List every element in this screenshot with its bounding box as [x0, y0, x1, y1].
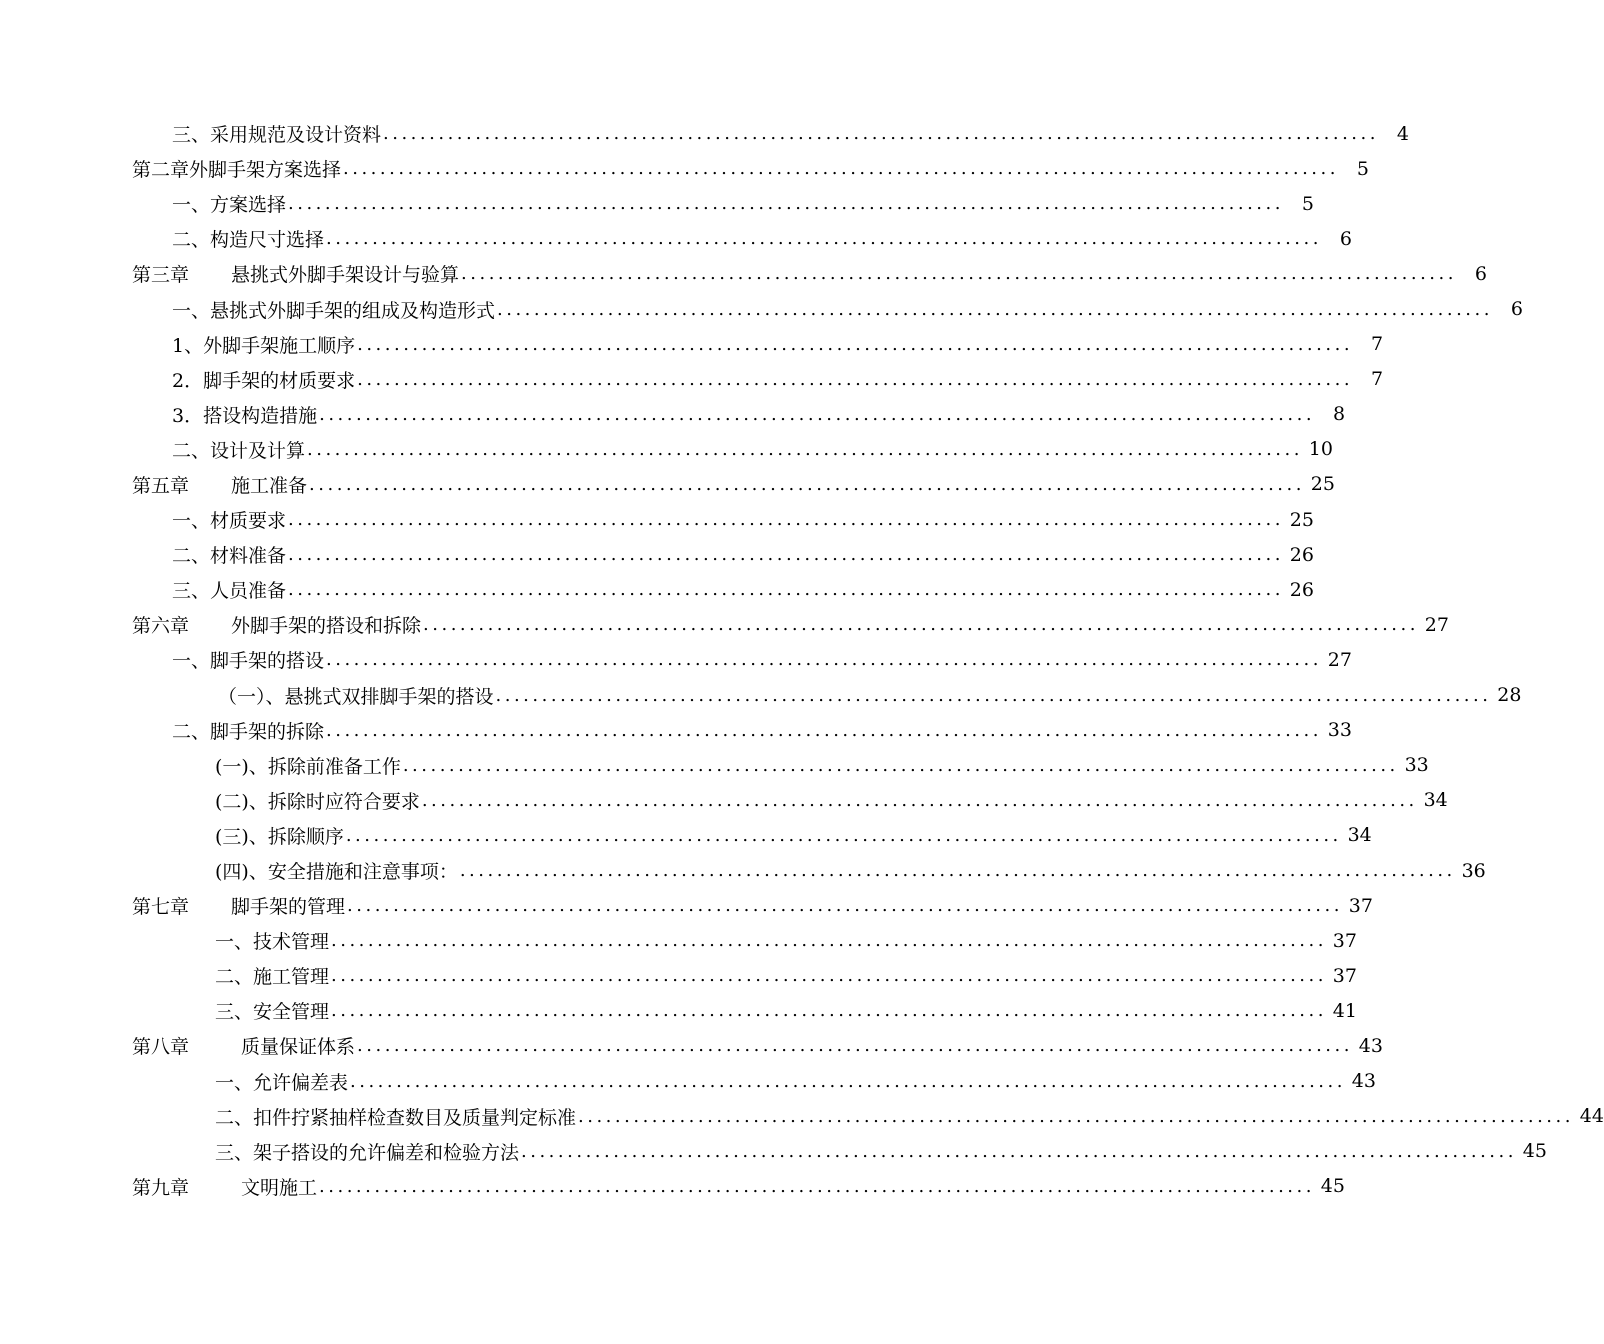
toc-leader-dots: ............................................................................................................: [326, 649, 1322, 671]
toc-page-number: 27: [1424, 613, 1449, 636]
toc-entry[interactable]: [0, 362, 1384, 397]
toc-page-number: 7: [1370, 368, 1384, 391]
toc-entry[interactable]: [0, 1064, 1376, 1099]
toc-leader-dots: ............................................................................................................: [331, 930, 1327, 952]
toc-chapter-title: 脚手架的管理: [231, 896, 346, 919]
toc-leader-dots: ............................................................................................................: [357, 368, 1354, 390]
toc-entry-label: 一、脚手架的搭设: [172, 650, 325, 673]
toc-page-number: 10: [1308, 438, 1333, 461]
toc-subsection-entry[interactable]: [0, 783, 1448, 818]
toc-page-number: 44: [1579, 1105, 1604, 1128]
toc-entry-label: 一、允许偏差表: [215, 1071, 349, 1094]
toc-entry-label: 2．脚手架的材质要求: [172, 369, 356, 392]
toc-page-number: 33: [1327, 719, 1352, 742]
toc-chapter-entry[interactable]: [0, 1169, 1345, 1204]
toc-entry[interactable]: [0, 221, 1352, 256]
toc-leader-dots: ............................................................................................................: [288, 579, 1284, 601]
toc-entry[interactable]: [0, 397, 1346, 432]
toc-subsection-entry[interactable]: [0, 748, 1429, 783]
toc-entry-label: 1、外脚手架施工顺序: [172, 334, 356, 357]
toc-chapter-entry[interactable]: [0, 256, 1487, 291]
toc-page-number: 7: [1370, 333, 1384, 356]
toc-leader-dots: ............................................................................................................: [307, 438, 1303, 460]
toc-page-number: 6: [1339, 227, 1352, 250]
toc-entry-label: 二、设计及计算: [172, 439, 306, 462]
toc-page-number: 25: [1310, 473, 1335, 496]
toc-entry[interactable]: [0, 923, 1357, 958]
toc-leader-dots: ............................................................................................................: [495, 684, 1492, 706]
toc-leader-dots: ............................................................................................................: [345, 824, 1342, 846]
toc-chapter-entry[interactable]: [0, 888, 1373, 923]
toc-leader-dots: ............................................................................................................: [461, 263, 1457, 285]
toc-leader-dots: ............................................................................................................: [331, 965, 1327, 987]
toc-leader-dots: ............................................................................................................: [331, 1000, 1327, 1022]
toc-entry-label: 三、采用规范及设计资料: [172, 124, 382, 147]
toc-leader-dots: ............................................................................................................: [357, 333, 1354, 355]
toc-chapter-title: 外脚手架的搭设和拆除: [231, 615, 422, 638]
toc-page-number: 26: [1289, 543, 1314, 566]
toc-entry-label: 二、材料准备: [172, 545, 287, 568]
toc-page-number: 28: [1497, 684, 1522, 707]
toc-chapter-entry[interactable]: [0, 467, 1335, 502]
toc-entry[interactable]: [0, 327, 1384, 362]
toc-leader-dots: ............................................................................................................: [383, 123, 1379, 145]
toc-page-number: 4: [1396, 122, 1409, 145]
toc-subsection-entry[interactable]: [0, 853, 1486, 888]
toc-chapter-entry[interactable]: [0, 151, 1369, 186]
toc-chapter-number: 第三章: [132, 264, 190, 287]
toc-entry[interactable]: [0, 116, 1409, 151]
toc-entry[interactable]: [0, 642, 1352, 677]
toc-entry-label: 二、构造尺寸选择: [172, 229, 325, 252]
toc-entry-label: (一)、拆除前准备工作: [215, 755, 401, 778]
toc-entry-label: 3．搭设构造措施: [172, 404, 318, 427]
toc-page-number: 27: [1327, 648, 1352, 671]
toc-entry-label: (四)、安全措施和注意事项：: [215, 861, 458, 884]
toc-entry-label: 第二章外脚手架方案选择: [132, 159, 342, 182]
toc-entry-label: 二、脚手架的拆除: [172, 720, 325, 743]
toc-page-number: 41: [1332, 999, 1357, 1022]
toc-leader-dots: ............................................................................................................: [423, 614, 1419, 636]
toc-leader-dots: ............................................................................................................: [326, 719, 1322, 741]
toc-page-number: 34: [1347, 824, 1372, 847]
toc-chapter-title: 质量保证体系: [241, 1036, 356, 1059]
toc-entry[interactable]: [0, 186, 1314, 221]
toc-chapter-title: 文明施工: [241, 1176, 318, 1199]
toc-page-number: 6: [1474, 262, 1487, 285]
toc-entry-label: 二、扣件拧紧抽样检查数目及质量判定标准: [215, 1106, 577, 1129]
toc-chapter-number: 第六章: [132, 615, 190, 638]
toc-page-number: 6: [1510, 298, 1523, 321]
toc-page-number: 45: [1320, 1175, 1345, 1198]
toc-leader-dots: ............................................................................................................: [421, 789, 1418, 811]
toc-entry[interactable]: [0, 502, 1314, 537]
toc-entry-label: （一）、悬挑式双排脚手架的搭设: [218, 685, 494, 708]
toc-leader-dots: ............................................................................................................: [347, 895, 1343, 917]
toc-chapter-number: 第九章: [132, 1176, 190, 1199]
toc-entry[interactable]: [0, 572, 1314, 607]
toc-entry-label: 三、架子搭设的允许偏差和检验方法: [215, 1141, 520, 1164]
toc-subsection-entry[interactable]: [0, 818, 1372, 853]
toc-page-number: 26: [1289, 578, 1314, 601]
toc-entry-label: (二)、拆除时应符合要求: [215, 790, 420, 813]
toc-entry[interactable]: [0, 1134, 1547, 1169]
toc-page-number: 5: [1356, 157, 1369, 180]
toc-entry-label: 一、技术管理: [215, 931, 330, 954]
toc-page-number: 43: [1351, 1070, 1376, 1093]
toc-chapter-entry[interactable]: [0, 1028, 1383, 1063]
toc-leader-dots: ............................................................................................................: [319, 403, 1316, 425]
toc-chapter-number: 第八章: [132, 1036, 190, 1059]
toc-page-number: 36: [1461, 859, 1486, 882]
toc-subsection-entry[interactable]: [0, 678, 1522, 713]
toc-entry[interactable]: [0, 993, 1357, 1028]
toc-leader-dots: ............................................................................................................: [578, 1105, 1574, 1127]
toc-entry[interactable]: [0, 713, 1352, 748]
toc-leader-dots: ............................................................................................................: [357, 1035, 1353, 1057]
toc-leader-dots: ............................................................................................................: [288, 193, 1284, 215]
toc-chapter-number: 第五章: [132, 474, 190, 497]
toc-entry-label: 一、材质要求: [172, 510, 287, 533]
toc-page-number: 37: [1348, 894, 1373, 917]
toc-page-number: 34: [1423, 789, 1448, 812]
toc-leader-dots: ............................................................................................................: [288, 509, 1284, 531]
toc-leader-dots: ............................................................................................................: [309, 473, 1305, 495]
toc-entry[interactable]: [0, 1099, 1604, 1134]
toc-leader-dots: ............................................................................................................: [326, 228, 1322, 250]
toc-chapter-number: 第七章: [132, 896, 190, 919]
toc-page-number: 5: [1301, 192, 1314, 215]
toc-chapter-entry[interactable]: [0, 607, 1449, 642]
toc-page-number: 37: [1332, 964, 1357, 987]
toc-entry[interactable]: [0, 537, 1314, 572]
toc-entry-label: 一、悬挑式外脚手架的组成及构造形式: [172, 299, 496, 322]
toc-entry-label: 三、安全管理: [215, 1001, 330, 1024]
toc-page-number: 25: [1289, 508, 1314, 531]
toc-chapter-title: 悬挑式外脚手架设计与验算: [231, 264, 460, 287]
toc-leader-dots: ............................................................................................................: [343, 158, 1339, 180]
toc-page-number: 45: [1522, 1140, 1547, 1163]
toc-entry[interactable]: [0, 432, 1333, 467]
toc-leader-dots: ............................................................................................................: [402, 754, 1399, 776]
toc-leader-dots: ............................................................................................................: [319, 1175, 1315, 1197]
toc-entry-label: 一、方案选择: [172, 194, 287, 217]
toc-entry-label: (三)、拆除顺序: [215, 825, 344, 848]
toc-leader-dots: ............................................................................................................: [350, 1070, 1346, 1092]
toc-chapter-title: 施工准备: [231, 474, 308, 497]
toc-page-number: 37: [1332, 929, 1357, 952]
toc-page-number: 43: [1358, 1034, 1383, 1057]
table-of-contents: [0, 116, 1604, 1204]
toc-page-number: 8: [1332, 403, 1346, 426]
toc-entry-label: 三、人员准备: [172, 580, 287, 603]
toc-leader-dots: ............................................................................................................: [288, 544, 1284, 566]
toc-leader-dots: ............................................................................................................: [497, 298, 1493, 320]
toc-entry[interactable]: [0, 291, 1523, 326]
toc-leader-dots: ............................................................................................................: [521, 1140, 1517, 1162]
toc-page-number: 33: [1404, 754, 1429, 777]
toc-entry[interactable]: [0, 958, 1357, 993]
toc-entry-label: 二、施工管理: [215, 966, 330, 989]
toc-leader-dots: ............................................................................................................: [459, 860, 1456, 882]
